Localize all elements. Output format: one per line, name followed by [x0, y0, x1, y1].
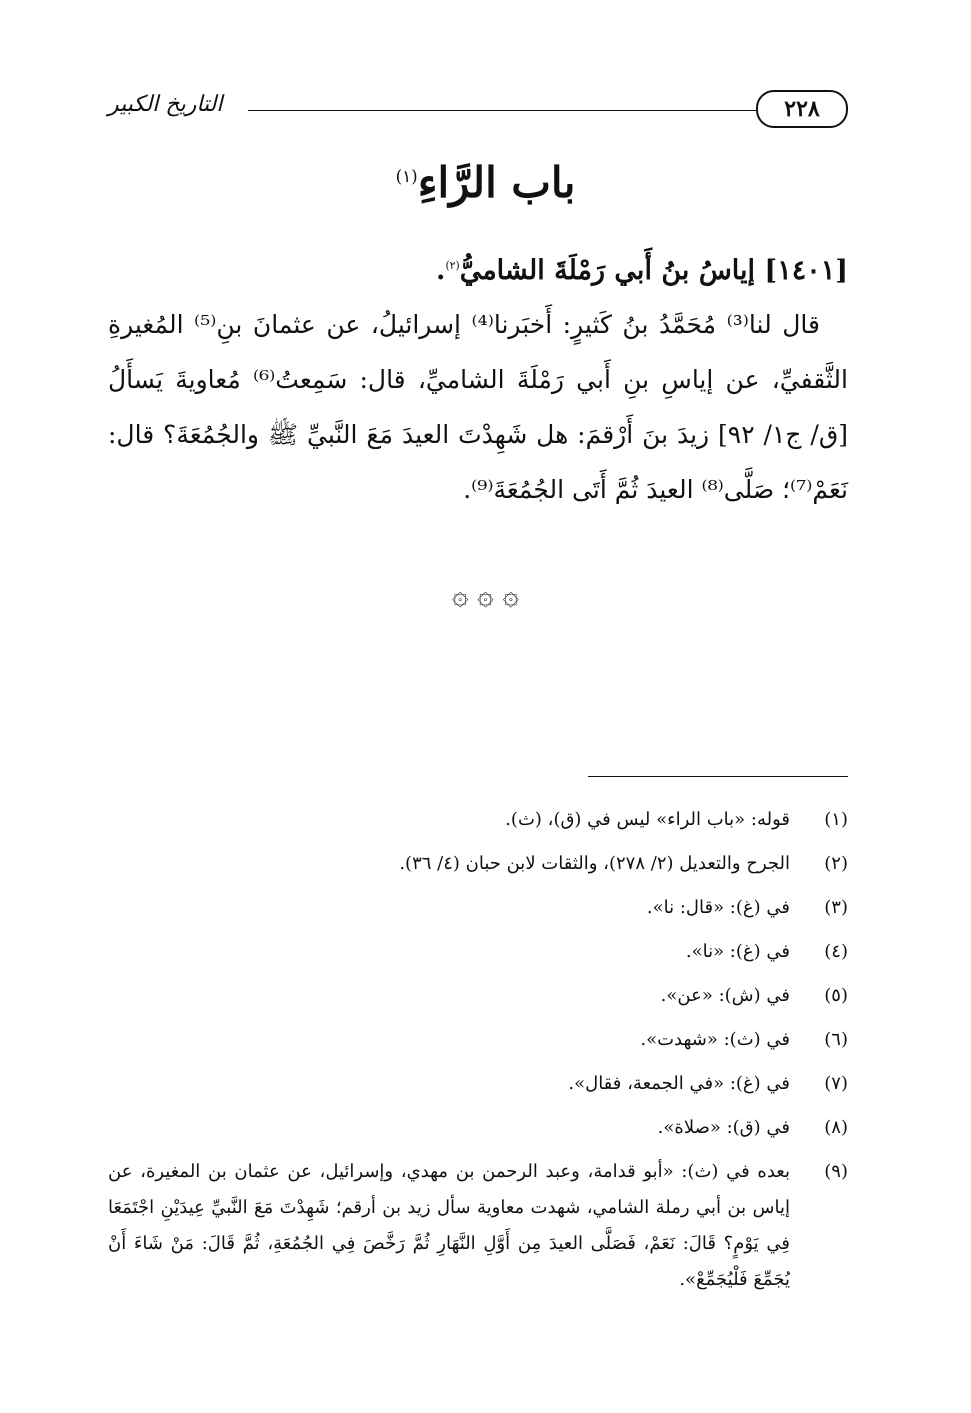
footnote-number: (٤) [824, 941, 848, 962]
entry-body: قال لنا⁽³⁾ مُحَمَّدُ بنُ كَثيرٍ: أَخبَرنا⁽⁴⁾ إسرائيلُ، عن عثمانَ بنِ⁽⁵⁾ المُغيرةِ الثَّقفيِّ، عن إياسِ بنِ أَبي رَمْلَةَ الشاميِّ، قال: سَمِعتُ⁽⁶⁾ مُعاويةَ يَسأَلُ [ق/ ج١/ ٩٢] زيدَ بنَ أَرْقمَ: هل شَهِدْتَ العيدَ مَعَ النَّبيِّ ﷺ والجُمُعَةَ؟ قال: نَعَمْ⁽⁷⁾؛ صَلَّى⁽⁸⁾ العيدَ ثُمَّ أَتَى الجُمُعَةَ⁽⁹⁾. [108, 310, 849, 504]
footnote-text: بعده في (ث): «أبو قدامة، وعبد الرحمن بن مهدي، وإسرائيل، عن عثمان بن المغيرة، عن إياس بن أبي رملة الشامي، شهدت معاوية سأل زيد بن أرقم؛ شَهِدْتَ مَعَ النَّبيِّ عِيدَيْنِ اجْتَمَعَا فِي يَوْمٍ؟ قَالَ: نَعَمْ، فَصَلَّى العيدَ مِن أَوَّلِ النَّهَارِ ثُمَّ رَخَّصَ فِي الجُمُعَةِ، ثُمَّ قَالَ: مَنْ شَاءَ أَنْ يُجَمِّعَ فَلْيُجَمِّعْ». [108, 1161, 790, 1290]
footnote-text: في (ق): «صلاة». [657, 1117, 790, 1138]
footnote-text: في (غ): «نا». [685, 941, 790, 962]
main-text [108, 240, 848, 517]
footnote-text: قوله: «باب الراء» ليس في (ق)، (ث). [505, 809, 790, 830]
footnote [108, 1018, 848, 1062]
entry-heading-end: . [436, 255, 446, 286]
footnote-text: في (غ): «قال: نا». [646, 897, 790, 918]
footnote-number: (١) [824, 809, 848, 830]
book-title: التاريخ الكبير [108, 92, 223, 117]
footnote-ref: (٢) [445, 259, 460, 272]
footnote [108, 842, 848, 886]
footnote [108, 1150, 848, 1298]
page-number: ٢٢٨ [756, 90, 848, 128]
footnote-text: الجرح والتعديل (٢/ ٢٧٨)، والثقات لابن حبان (٤/ ٣٦). [399, 853, 790, 874]
header-rule [248, 110, 756, 111]
section-ornament: ۞ ۞ ۞ [451, 578, 520, 611]
footnote-text: في (ش): «عن». [660, 985, 790, 1006]
footnote-rule [588, 776, 848, 777]
footnote [108, 886, 848, 930]
running-header [108, 88, 848, 128]
footnote-text: في (ث): «شهدت». [640, 1029, 790, 1050]
footnote-number: (٣) [824, 897, 848, 918]
footnote-number: (٦) [824, 1029, 848, 1050]
chapter-title-text: باب الرَّاءِ [417, 158, 576, 207]
entry-heading [108, 240, 848, 297]
footnote [108, 1106, 848, 1150]
footnote-number: (٥) [824, 985, 848, 1006]
footnote-ref: (١) [395, 166, 418, 186]
chapter-title [0, 158, 971, 207]
footnote [108, 1062, 848, 1106]
footnote [108, 930, 848, 974]
footnote [108, 974, 848, 1018]
footnote [108, 798, 848, 842]
footnote-number: (٨) [824, 1117, 848, 1138]
footnote-number: (٩) [824, 1161, 848, 1182]
footnote-text: في (غ): «في الجمعة، فقال». [568, 1073, 790, 1094]
entry-heading-text: [١٤٠١] إياسُ بنُ أَبي رَمْلَةَ الشاميُّ [459, 255, 848, 286]
footnote-number: (٢) [824, 853, 848, 874]
footnote-number: (٧) [824, 1073, 848, 1094]
footnotes [108, 798, 848, 1298]
